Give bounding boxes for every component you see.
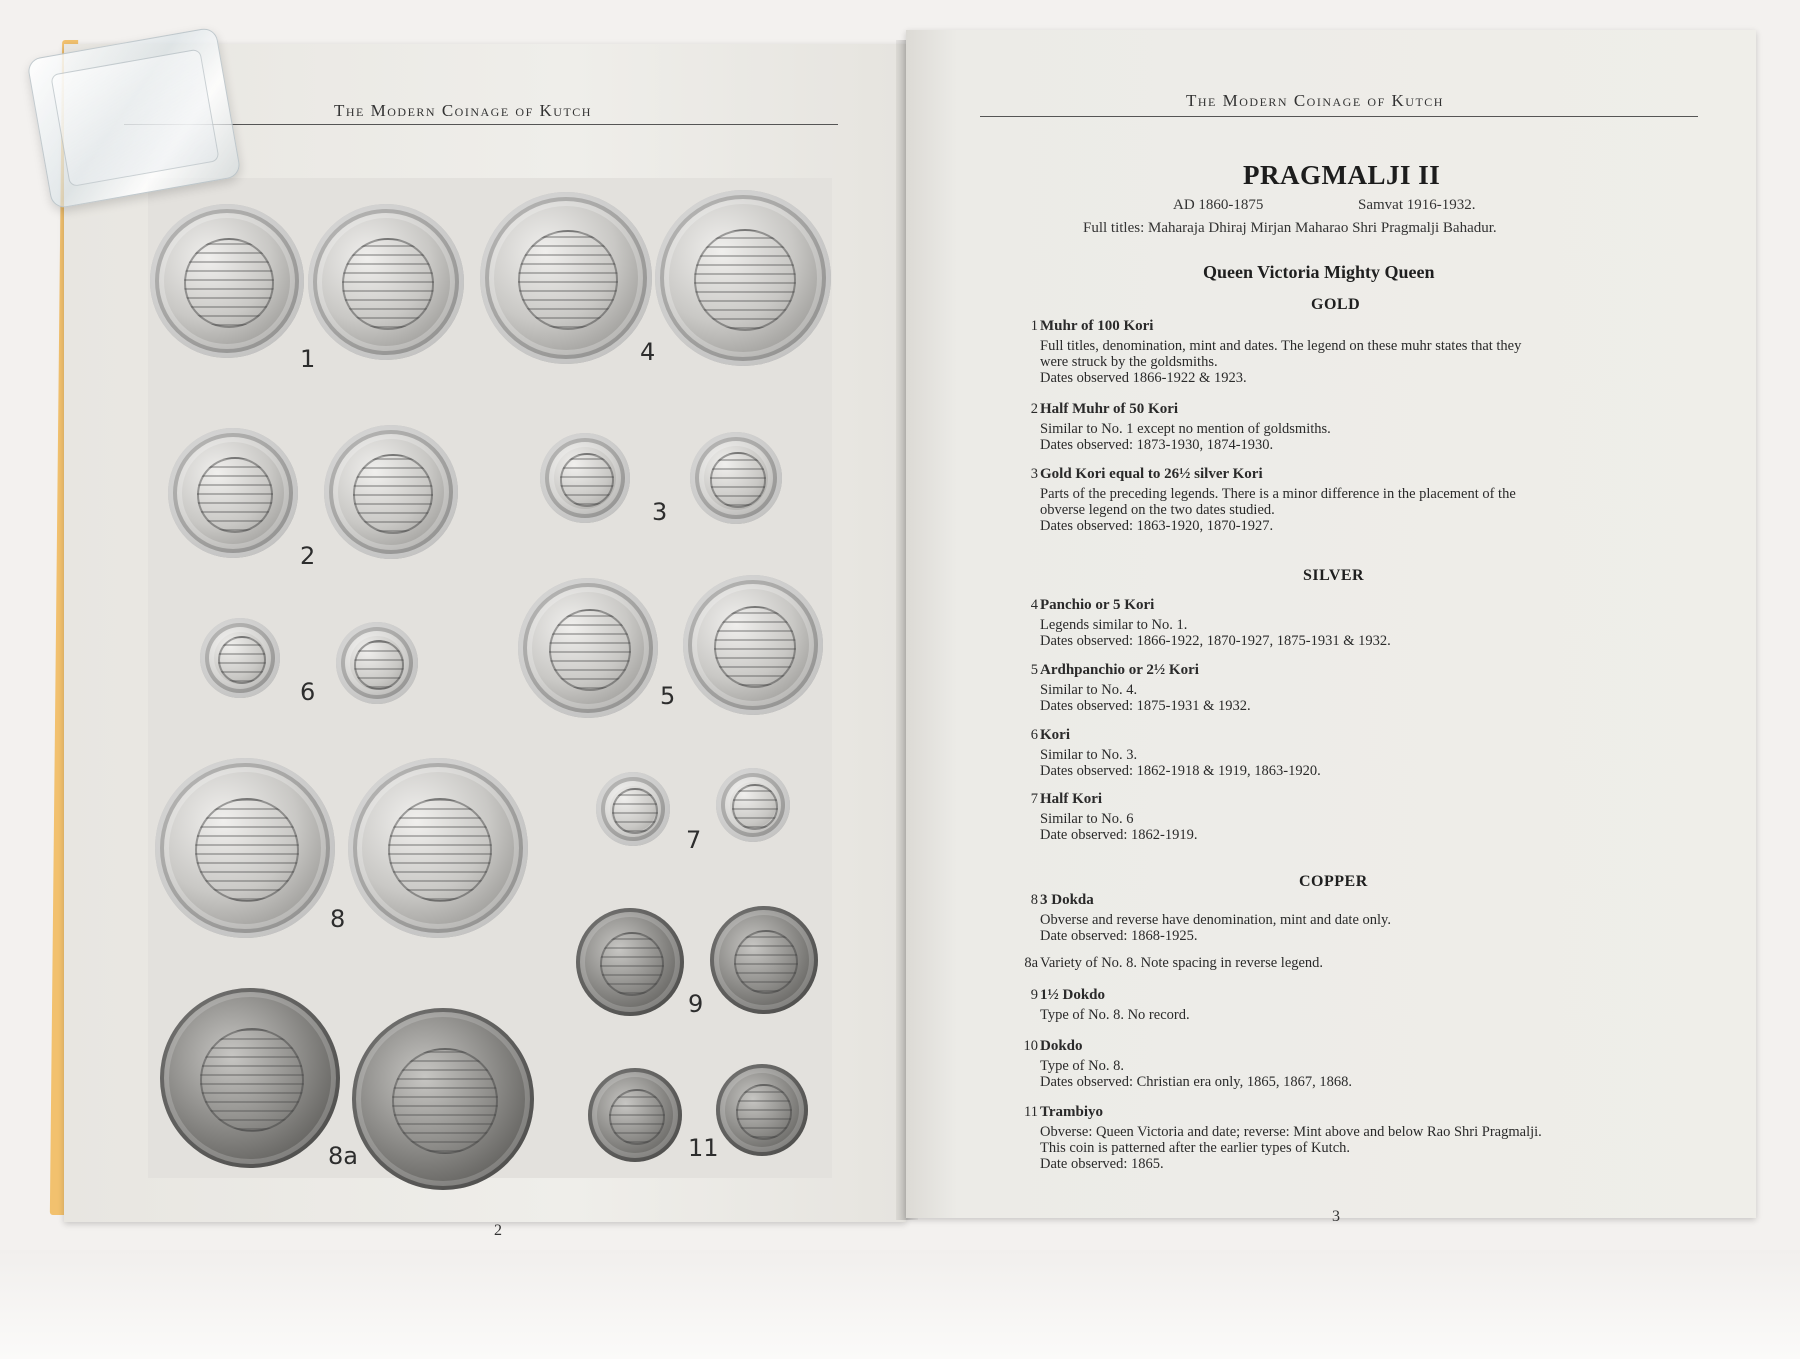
coin-label-2: 2 [300, 542, 316, 570]
entry-2-title: Half Muhr of 50 Kori [1040, 401, 1179, 417]
coin-5-obverse [518, 578, 658, 718]
coin-1-reverse [308, 204, 464, 360]
coin-label-5: 5 [660, 682, 676, 710]
entry-11-title: Trambiyo [1040, 1104, 1104, 1120]
entry-7-line-2: Date observed: 1862-1919. [1040, 827, 1198, 843]
entry-10-line-2: Dates observed: Christian era only, 1865, 1867, 1868. [1040, 1074, 1352, 1090]
coin-4-reverse [655, 190, 831, 366]
entry-11-line-1: Obverse: Queen Victoria and date; reverse: Mint above and below Rao Shri Pragmalji. [1040, 1124, 1542, 1140]
coin-11-reverse [716, 1064, 808, 1156]
table-surface [0, 1250, 1800, 1359]
entry-3-line-3: Dates observed: 1863-1920, 1870-1927. [1040, 518, 1274, 534]
entry-4-title: Panchio or 5 Kori [1040, 597, 1155, 613]
entry-2-number: 2 [1030, 401, 1038, 417]
coin-label-8: 8 [330, 905, 346, 933]
coin-8-reverse [348, 758, 528, 938]
coin-7-reverse [716, 768, 790, 842]
coin-9-obverse [576, 908, 684, 1016]
coin-6-obverse [200, 618, 280, 698]
entry-11-number: 11 [1024, 1104, 1038, 1120]
entry-11-line-3: Date observed: 1865. [1040, 1156, 1164, 1172]
entry-5-line-2: Dates observed: 1875-1931 & 1932. [1040, 698, 1251, 714]
entry-3-number: 3 [1030, 466, 1038, 482]
entry-4-number: 4 [1030, 597, 1038, 613]
right-page-number: 3 [1332, 1208, 1340, 1225]
entry-3-title: Gold Kori equal to 26½ silver Kori [1040, 466, 1263, 482]
entry-3-line-2: obverse legend on the two dates studied. [1040, 502, 1275, 518]
entry-7-title: Half Kori [1040, 791, 1103, 807]
subtitle-queen-victoria: Queen Victoria Mighty Queen [1203, 262, 1435, 282]
coin-7-obverse [596, 772, 670, 846]
entry-6-title: Kori [1040, 727, 1070, 743]
entry-10-line-1: Type of No. 8. [1040, 1058, 1124, 1074]
entry-5-number: 5 [1030, 662, 1038, 678]
right-header-rule [980, 116, 1698, 117]
entry-8-number: 8 [1030, 892, 1038, 908]
coin-label-11: 11 [688, 1134, 719, 1162]
entry-9-line-1: Type of No. 8. No record. [1040, 1007, 1190, 1023]
left-running-head: The Modern Coinage of Kutch [334, 101, 592, 120]
samvat-dates: Samvat 1916-1932. [1358, 197, 1476, 213]
entry-6-number: 6 [1030, 727, 1038, 743]
entry-10-title: Dokdo [1040, 1038, 1083, 1054]
coin-3-reverse [690, 432, 782, 524]
coin-2-obverse [168, 428, 298, 558]
entry-3-line-1: Parts of the preceding legends. There is a minor difference in the placement of the [1040, 486, 1516, 502]
entry-7-number: 7 [1030, 791, 1038, 807]
entry-4-line-2: Dates observed: 1866-1922, 1870-1927, 1875-1931 & 1932. [1040, 633, 1391, 649]
entry-1-title: Muhr of 100 Kori [1040, 318, 1154, 334]
entry-6-line-2: Dates observed: 1862-1918 & 1919, 1863-1920. [1040, 763, 1321, 779]
coin-9-reverse [710, 906, 818, 1014]
coin-label-9: 9 [688, 990, 704, 1018]
entry-9-title: 1½ Dokdo [1040, 987, 1106, 1003]
coin-label-8a: 8a [328, 1142, 358, 1170]
coin-label-6: 6 [300, 678, 316, 706]
coin-8a-obverse [160, 988, 340, 1168]
coin-label-3: 3 [652, 498, 668, 526]
coin-3-obverse [540, 433, 630, 523]
entry-1-number: 1 [1030, 318, 1038, 334]
entry-9-number: 9 [1030, 987, 1038, 1003]
entry-11-line-2: This coin is patterned after the earlier types of Kutch. [1040, 1140, 1351, 1156]
section-copper: COPPER [1299, 873, 1368, 890]
full-titles: Full titles: Maharaja Dhiraj Mirjan Maharao Shri Pragmalji Bahadur. [1083, 220, 1497, 236]
ruler-title: PRAGMALJI II [1243, 160, 1441, 190]
coin-8-obverse [155, 758, 335, 938]
entry-2-line-1: Similar to No. 1 except no mention of goldsmiths. [1040, 421, 1331, 437]
entry-1-line-1: Full titles, denomination, mint and dates. The legend on these muhr states that they [1040, 338, 1522, 354]
entry-8-title: 3 Dokda [1040, 892, 1094, 908]
coin-5-reverse [683, 575, 823, 715]
coin-8a-reverse [352, 1008, 534, 1190]
entry-6-line-1: Similar to No. 3. [1040, 747, 1138, 763]
entry-4-line-1: Legends similar to No. 1. [1040, 617, 1188, 633]
section-gold: GOLD [1311, 296, 1361, 313]
coin-label-7: 7 [686, 826, 702, 854]
entry-1-line-3: Dates observed 1866-1922 & 1923. [1040, 370, 1247, 386]
right-running-head: The Modern Coinage of Kutch [1186, 91, 1444, 110]
ad-dates: AD 1860-1875 [1173, 197, 1264, 213]
entry-8a-number: 8a [1024, 955, 1038, 971]
entry-8-line-1: Obverse and reverse have denomination, mint and date only. [1040, 912, 1391, 928]
coin-4-obverse [480, 192, 652, 364]
section-silver: SILVER [1303, 567, 1365, 584]
entry-8-line-2: Date observed: 1868-1925. [1040, 928, 1198, 944]
coin-2-reverse [324, 425, 458, 559]
entry-5-line-1: Similar to No. 4. [1040, 682, 1138, 698]
coin-1-obverse [150, 204, 304, 358]
left-page-number: 2 [494, 1222, 502, 1239]
entry-8a-line-1: Variety of No. 8. Note spacing in reverse legend. [1040, 955, 1324, 971]
coin-11-obverse [588, 1068, 682, 1162]
entry-10-number: 10 [1023, 1038, 1038, 1054]
entry-2-line-2: Dates observed: 1873-1930, 1874-1930. [1040, 437, 1274, 453]
coin-label-1: 1 [300, 345, 316, 373]
entry-7-line-1: Similar to No. 6 [1040, 811, 1134, 827]
coin-6-reverse [336, 622, 418, 704]
entry-5-title: Ardhpanchio or 2½ Kori [1040, 662, 1199, 678]
glass-paperweight-facet [50, 48, 219, 187]
coin-label-4: 4 [640, 338, 656, 366]
entry-1-line-2: were struck by the goldsmiths. [1040, 354, 1218, 370]
